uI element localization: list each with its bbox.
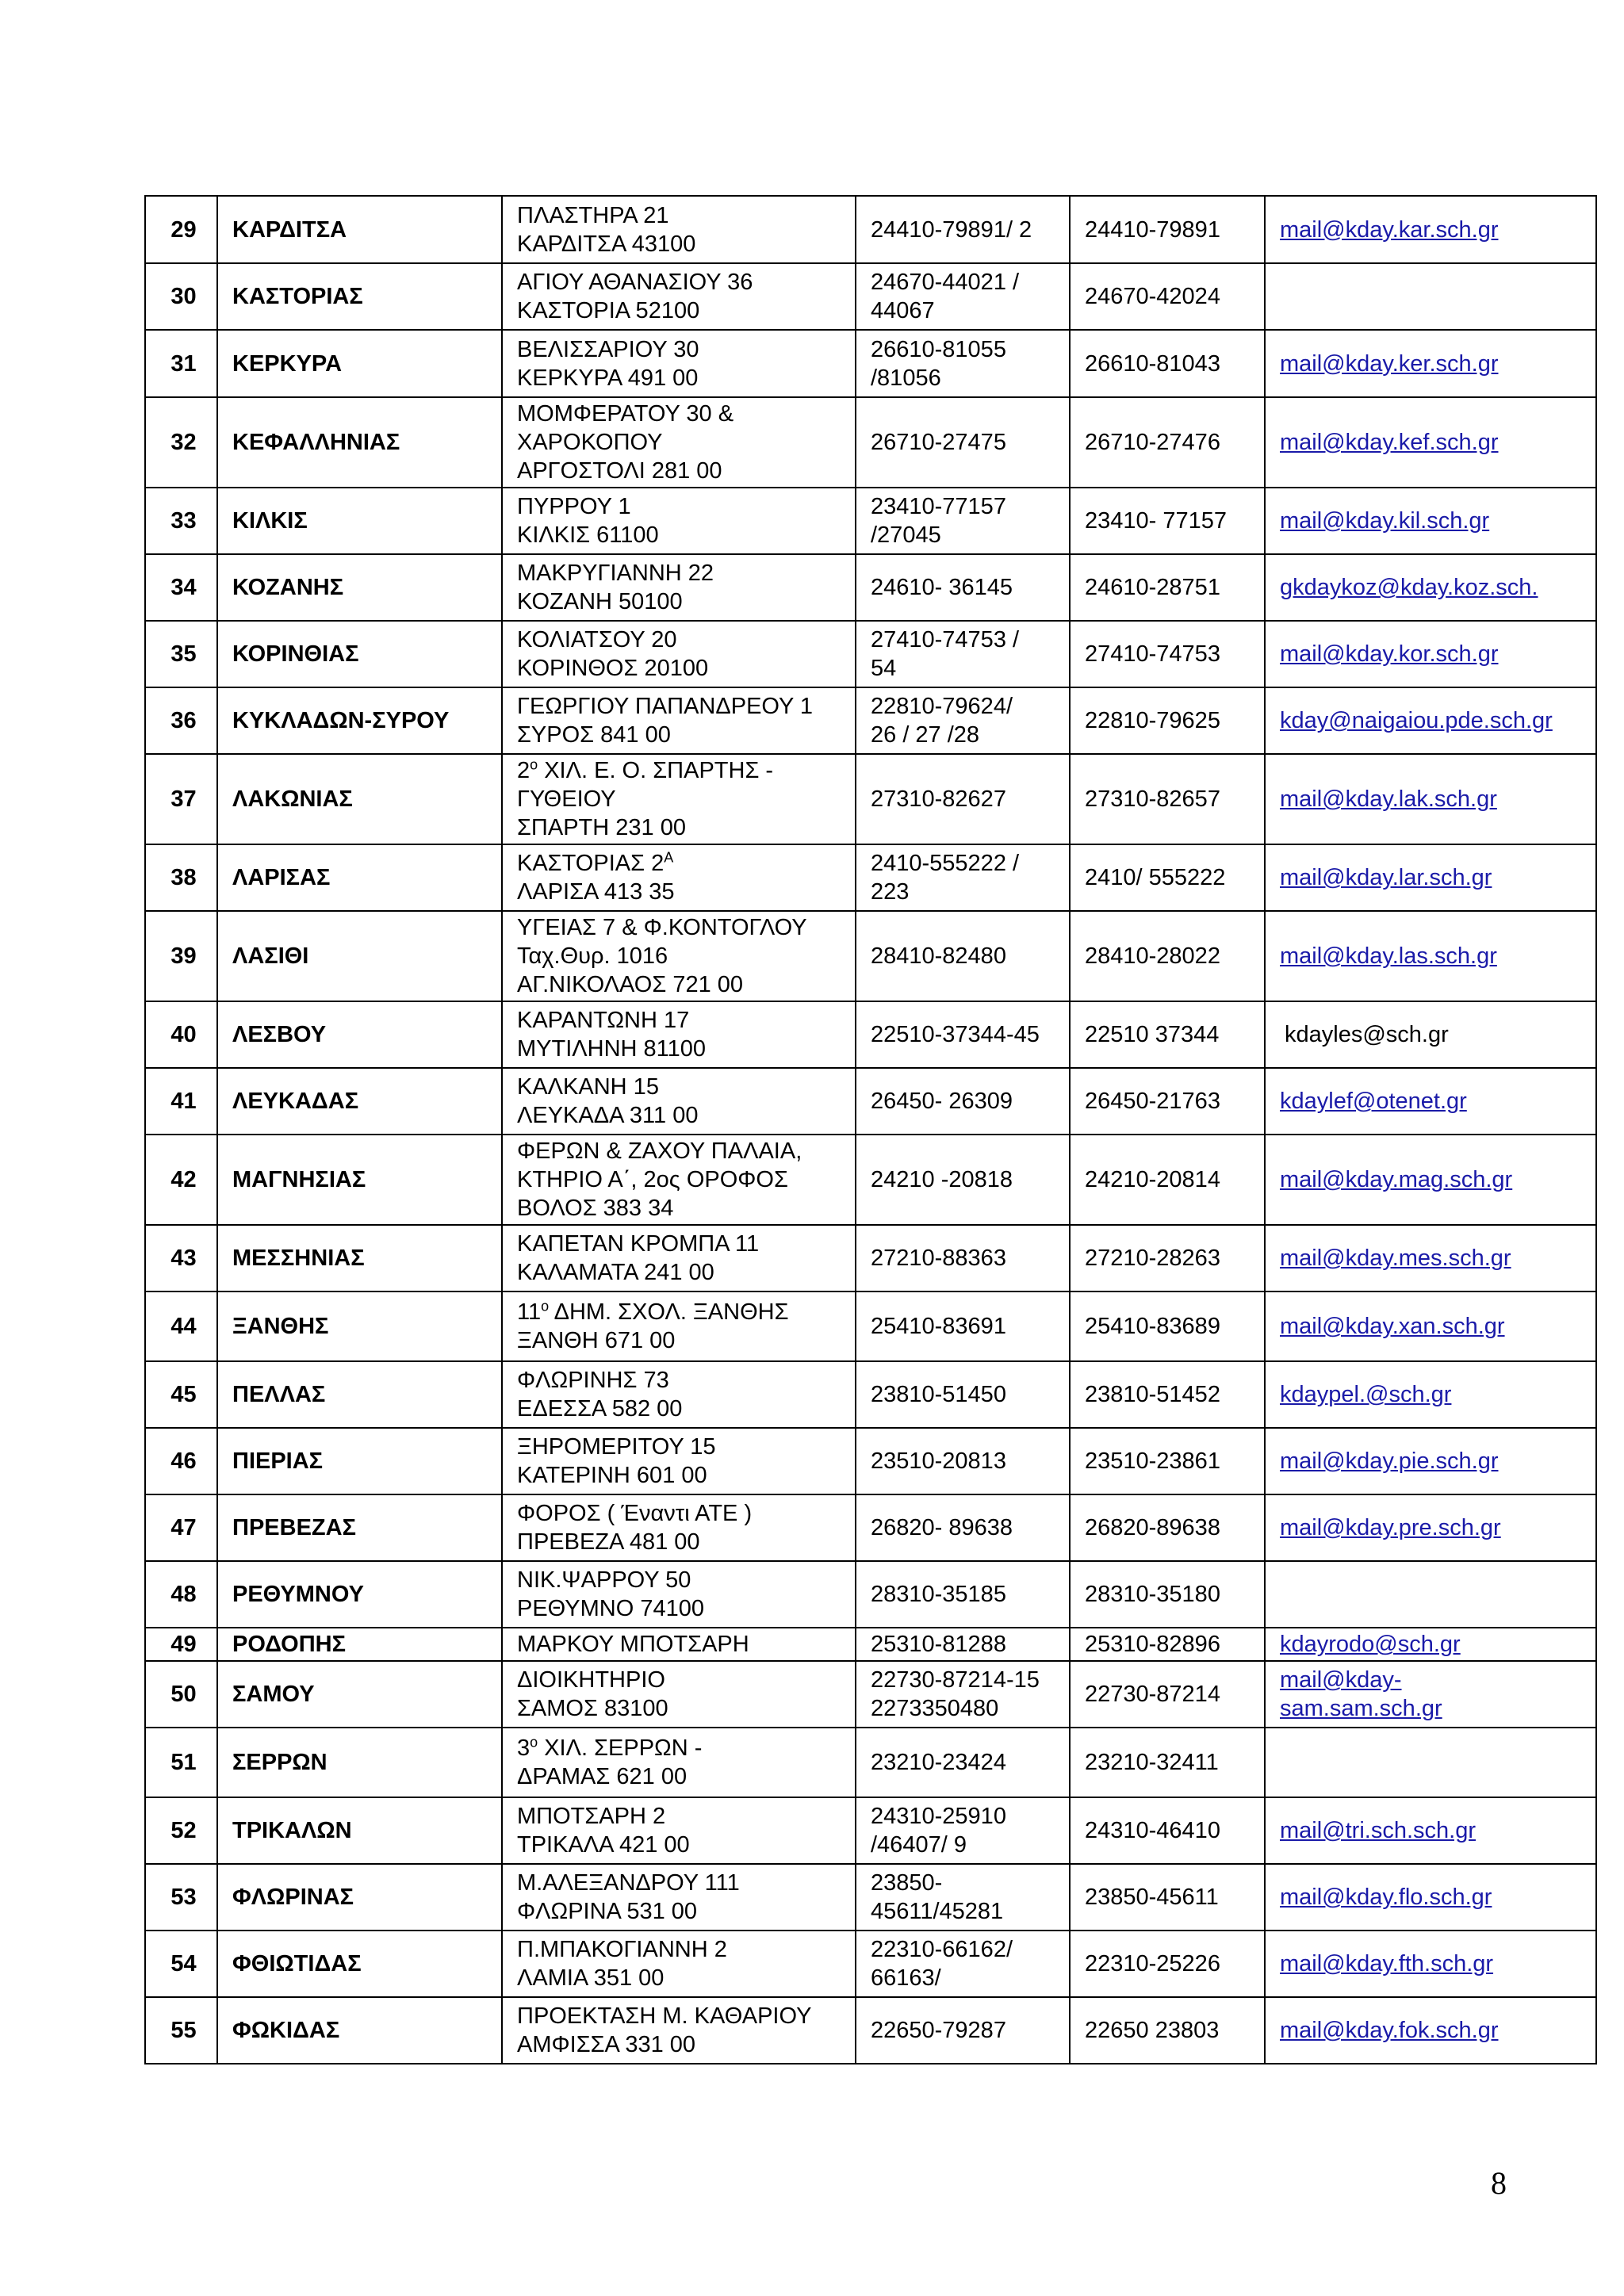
phone-cell: 22810-79624/ 26 / 27 /28 bbox=[856, 687, 1070, 754]
phone-cell: 22310-66162/ 66163/ bbox=[856, 1931, 1070, 1997]
row-number-cell: 42 bbox=[145, 1135, 217, 1225]
address-superscript: ο bbox=[530, 756, 538, 773]
fax-cell: 23810-51452 bbox=[1070, 1361, 1265, 1428]
email-link[interactable]: mail@kday.kil.sch.gr bbox=[1280, 508, 1490, 534]
fax-cell: 25410-83689 bbox=[1070, 1292, 1265, 1361]
fax-cell: 23210-32411 bbox=[1070, 1728, 1265, 1797]
email-link[interactable]: mail@kday.pre.sch.gr bbox=[1280, 1515, 1501, 1540]
address-cell bbox=[502, 844, 856, 911]
row-number-cell: 52 bbox=[145, 1797, 217, 1864]
prefecture-cell: ΜΑΓΝΗΣΙΑΣ bbox=[217, 1135, 502, 1225]
phone-cell: 24410-79891/ 2 bbox=[856, 196, 1070, 263]
prefecture-cell: ΚΥΚΛΑΔΩΝ-ΣΥΡΟΥ bbox=[217, 687, 502, 754]
row-number-cell: 46 bbox=[145, 1428, 217, 1494]
phone-cell: 23210-23424 bbox=[856, 1728, 1070, 1797]
prefecture-cell: ΜΕΣΣΗΝΙΑΣ bbox=[217, 1225, 502, 1292]
phone-cell: 28410-82480 bbox=[856, 911, 1070, 1001]
fax-cell: 26710-27476 bbox=[1070, 397, 1265, 488]
prefecture-cell: ΡΟΔΟΠΗΣ bbox=[217, 1628, 502, 1661]
prefecture-cell: ΛΕΥΚΑΔΑΣ bbox=[217, 1068, 502, 1135]
row-number-cell: 39 bbox=[145, 911, 217, 1001]
address-cell: ΚΟΛΙΑΤΣΟΥ 20 ΚΟΡΙΝΘΟΣ 20100 bbox=[502, 621, 856, 687]
fax-cell: 26450-21763 bbox=[1070, 1068, 1265, 1135]
table-row bbox=[145, 911, 1596, 1001]
phone-cell: 24310-25910 /46407/ 9 bbox=[856, 1797, 1070, 1864]
table-row bbox=[145, 1797, 1596, 1864]
address-text: ΧΙΛ. Ε. Ο. ΣΠΑΡΤΗΣ - ΓΥΘΕΙΟΥ ΣΠΑΡΤΗ 231 00 bbox=[517, 758, 774, 840]
address-text: 11 bbox=[517, 1299, 542, 1325]
email-link[interactable]: mail@kday.pie.sch.gr bbox=[1280, 1448, 1499, 1474]
prefecture-cell: ΣΕΡΡΩΝ bbox=[217, 1728, 502, 1797]
table-row bbox=[145, 263, 1596, 330]
address-cell: ΥΓΕΙΑΣ 7 & Φ.ΚΟΝΤΟΓΛΟΥ Ταχ.Θυρ. 1016 ΑΓ.ΝΙΚΟΛΑΟΣ 721 00 bbox=[502, 911, 856, 1001]
row-number-cell: 55 bbox=[145, 1997, 217, 2064]
address-cell bbox=[502, 1728, 856, 1797]
phone-cell: 2410-555222 / 223 bbox=[856, 844, 1070, 911]
email-cell bbox=[1265, 1068, 1596, 1135]
fax-cell: 28310-35180 bbox=[1070, 1561, 1265, 1628]
table-row bbox=[145, 1997, 1596, 2064]
row-number-cell: 33 bbox=[145, 488, 217, 554]
address-cell: ΚΑΛΚΑΝΗ 15 ΛΕΥΚΑΔΑ 311 00 bbox=[502, 1068, 856, 1135]
phone-cell: 28310-35185 bbox=[856, 1561, 1070, 1628]
phone-cell: 27210-88363 bbox=[856, 1225, 1070, 1292]
table-row bbox=[145, 1931, 1596, 1997]
email-link[interactable]: kdaypel.@sch.gr bbox=[1280, 1382, 1452, 1407]
phone-cell: 23810-51450 bbox=[856, 1361, 1070, 1428]
phone-cell: 22510-37344-45 bbox=[856, 1001, 1070, 1068]
row-number-cell: 50 bbox=[145, 1661, 217, 1728]
address-cell: Π.ΜΠΑΚΟΓΙΑΝΝΗ 2 ΛΑΜΙΑ 351 00 bbox=[502, 1931, 856, 1997]
fax-cell: 23510-23861 bbox=[1070, 1428, 1265, 1494]
email-link[interactable]: mail@kday.ker.sch.gr bbox=[1280, 350, 1499, 377]
fax-cell: 22650 23803 bbox=[1070, 1997, 1265, 2064]
prefecture-cell: ΡΕΘΥΜΝΟΥ bbox=[217, 1561, 502, 1628]
email-cell bbox=[1265, 1494, 1596, 1561]
table-row bbox=[145, 196, 1596, 263]
address-cell: Μ.ΑΛΕΞΑΝΔΡΟΥ 111 ΦΛΩΡΙΝΑ 531 00 bbox=[502, 1864, 856, 1931]
phone-cell: 24610- 36145 bbox=[856, 554, 1070, 621]
row-number-cell: 30 bbox=[145, 263, 217, 330]
address-cell: ΠΡΟΕΚΤΑΣΗ Μ. ΚΑΘΑΡΙΟΥ ΑΜΦΙΣΣΑ 331 00 bbox=[502, 1997, 856, 2064]
address-text: ΔΗΜ. ΣΧΟΛ. ΞΑΝΘΗΣ ΞΑΝΘΗ 671 00 bbox=[517, 1299, 789, 1353]
row-number-cell: 40 bbox=[145, 1001, 217, 1068]
fax-cell: 22310-25226 bbox=[1070, 1931, 1265, 1997]
address-cell: ΓΕΩΡΓΙΟΥ ΠΑΠΑΝΔΡΕΟΥ 1 ΣΥΡΟΣ 841 00 bbox=[502, 687, 856, 754]
fax-cell: 2410/ 555222 bbox=[1070, 844, 1265, 911]
email-cell bbox=[1265, 1864, 1596, 1931]
address-cell bbox=[502, 754, 856, 844]
row-number-cell: 45 bbox=[145, 1361, 217, 1428]
phone-cell: 26710-27475 bbox=[856, 397, 1070, 488]
offices-table bbox=[144, 195, 1597, 2064]
address-cell: ΜΠΟΤΣΑΡΗ 2 ΤΡΙΚΑΛΑ 421 00 bbox=[502, 1797, 856, 1864]
email-cell bbox=[1265, 1561, 1596, 1628]
email-cell bbox=[1265, 1292, 1596, 1361]
table-row bbox=[145, 1864, 1596, 1931]
prefecture-cell: ΠΕΛΛΑΣ bbox=[217, 1361, 502, 1428]
phone-cell: 25310-81288 bbox=[856, 1628, 1070, 1661]
phone-cell: 26450- 26309 bbox=[856, 1068, 1070, 1135]
prefecture-cell: ΚΕΦΑΛΛΗΝΙΑΣ bbox=[217, 397, 502, 488]
fax-cell: 24610-28751 bbox=[1070, 554, 1265, 621]
email-cell bbox=[1265, 687, 1596, 754]
prefecture-cell: ΛΑΡΙΣΑΣ bbox=[217, 844, 502, 911]
table-row bbox=[145, 1428, 1596, 1494]
email-cell bbox=[1265, 488, 1596, 554]
email-link[interactable]: mail@kday.kef.sch.gr bbox=[1280, 430, 1499, 455]
address-cell: ΜΑΚΡΥΓΙΑΝΝΗ 22 ΚΟΖΑΝΗ 50100 bbox=[502, 554, 856, 621]
prefecture-cell: ΚΙΛΚΙΣ bbox=[217, 488, 502, 554]
prefecture-cell: ΚΑΡΔΙΤΣΑ bbox=[217, 196, 502, 263]
row-number-cell: 53 bbox=[145, 1864, 217, 1931]
phone-cell: 23510-20813 bbox=[856, 1428, 1070, 1494]
address-cell: ΞΗΡΟΜΕΡΙΤΟΥ 15 ΚΑΤΕΡΙΝΗ 601 00 bbox=[502, 1428, 856, 1494]
email-cell bbox=[1265, 263, 1596, 330]
address-cell: ΚΑΠΕΤΑΝ ΚΡΟΜΠΑ 11 ΚΑΛΑΜΑΤΑ 241 00 bbox=[502, 1225, 856, 1292]
fax-cell: 24310-46410 bbox=[1070, 1797, 1265, 1864]
email-cell bbox=[1265, 1931, 1596, 1997]
phone-cell: 26610-81055 /81056 bbox=[856, 330, 1070, 397]
phone-cell: 24210 -20818 bbox=[856, 1135, 1070, 1225]
email-cell bbox=[1265, 1001, 1596, 1068]
email-link[interactable]: mail@kday.xan.sch.gr bbox=[1280, 1314, 1505, 1339]
email-cell bbox=[1265, 1225, 1596, 1292]
address-cell: ΠΛΑΣΤΗΡΑ 21 ΚΑΡΔΙΤΣΑ 43100 bbox=[502, 196, 856, 263]
email-cell bbox=[1265, 1361, 1596, 1428]
prefecture-cell: ΤΡΙΚΑΛΩΝ bbox=[217, 1797, 502, 1864]
address-cell: ΦΕΡΩΝ & ΖΑΧΟΥ ΠΑΛΑΙΑ, ΚΤΗΡΙΟ Α΄, 2ος ΟΡΟΦΟΣ ΒΟΛΟΣ 383 34 bbox=[502, 1135, 856, 1225]
email-link[interactable]: mail@kday.fth.sch.gr bbox=[1280, 1951, 1494, 1976]
email-cell bbox=[1265, 1628, 1596, 1661]
email-cell bbox=[1265, 621, 1596, 687]
row-number-cell: 51 bbox=[145, 1728, 217, 1797]
address-cell: ΝΙΚ.ΨΑΡΡΟΥ 50 ΡΕΘΥΜΝΟ 74100 bbox=[502, 1561, 856, 1628]
phone-cell: 24670-44021 / 44067 bbox=[856, 263, 1070, 330]
table-row bbox=[145, 554, 1596, 621]
prefecture-cell: ΛΑΣΙΘΙ bbox=[217, 911, 502, 1001]
row-number-cell: 54 bbox=[145, 1931, 217, 1997]
email-link[interactable]: mail@kday.kor.sch.gr bbox=[1280, 641, 1499, 667]
phone-cell: 23850- 45611/45281 bbox=[856, 1864, 1070, 1931]
fax-cell: 26820-89638 bbox=[1070, 1494, 1265, 1561]
phone-cell: 27310-82627 bbox=[856, 754, 1070, 844]
table-row bbox=[145, 1728, 1596, 1797]
table-row bbox=[145, 844, 1596, 911]
fax-cell: 22510 37344 bbox=[1070, 1001, 1265, 1068]
prefecture-cell: ΣΑΜΟΥ bbox=[217, 1661, 502, 1728]
address-superscript: ο bbox=[541, 1298, 550, 1314]
email-link[interactable]: mail@kday.kar.sch.gr bbox=[1280, 216, 1499, 243]
table-row bbox=[145, 1361, 1596, 1428]
phone-cell: 26820- 89638 bbox=[856, 1494, 1070, 1561]
email-text: kdayles@sch.gr bbox=[1285, 1022, 1449, 1047]
email-link[interactable]: mail@kday.lak.sch.gr bbox=[1280, 786, 1497, 812]
row-number-cell: 49 bbox=[145, 1628, 217, 1661]
row-number-cell: 41 bbox=[145, 1068, 217, 1135]
email-link[interactable]: mail@kday.lar.sch.gr bbox=[1280, 865, 1492, 890]
phone-cell: 22730-87214-15 2273350480 bbox=[856, 1661, 1070, 1728]
fax-cell: 27310-82657 bbox=[1070, 754, 1265, 844]
fax-cell: 24210-20814 bbox=[1070, 1135, 1265, 1225]
email-link[interactable]: kdayrodo@sch.gr bbox=[1280, 1632, 1461, 1657]
email-cell bbox=[1265, 911, 1596, 1001]
address-cell: ΑΓΙΟΥ ΑΘΑΝΑΣΙΟΥ 36 ΚΑΣΤΟΡΙΑ 52100 bbox=[502, 263, 856, 330]
prefecture-cell: ΦΩΚΙΔΑΣ bbox=[217, 1997, 502, 2064]
table-row bbox=[145, 1135, 1596, 1225]
row-number-cell: 37 bbox=[145, 754, 217, 844]
email-cell bbox=[1265, 1428, 1596, 1494]
address-cell: ΜΟΜΦΕΡΑΤΟΥ 30 & ΧΑΡΟΚΟΠΟΥ ΑΡΓΟΣΤΟΛΙ 281 00 bbox=[502, 397, 856, 488]
email-cell bbox=[1265, 1135, 1596, 1225]
email-cell bbox=[1265, 196, 1596, 263]
email-cell bbox=[1265, 1997, 1596, 2064]
fax-cell: 28410-28022 bbox=[1070, 911, 1265, 1001]
email-cell bbox=[1265, 554, 1596, 621]
fax-cell: 24670-42024 bbox=[1070, 263, 1265, 330]
offices-table-body bbox=[145, 196, 1596, 2064]
address-text: ΚΑΣΤΟΡΙΑΣ 2 bbox=[517, 851, 665, 876]
row-number-cell: 32 bbox=[145, 397, 217, 488]
email-cell bbox=[1265, 397, 1596, 488]
table-row bbox=[145, 1561, 1596, 1628]
prefecture-cell: ΛΕΣΒΟΥ bbox=[217, 1001, 502, 1068]
table-row bbox=[145, 1001, 1596, 1068]
email-link[interactable]: mail@kday.mag.sch.gr bbox=[1280, 1167, 1513, 1192]
address-cell: ΔΙΟΙΚΗΤΗΡΙΟ ΣΑΜΟΣ 83100 bbox=[502, 1661, 856, 1728]
row-number-cell: 38 bbox=[145, 844, 217, 911]
fax-cell: 22810-79625 bbox=[1070, 687, 1265, 754]
fax-cell: 22730-87214 bbox=[1070, 1661, 1265, 1728]
prefecture-cell: ΛΑΚΩΝΙΑΣ bbox=[217, 754, 502, 844]
email-cell bbox=[1265, 1661, 1596, 1728]
prefecture-cell: ΚΟΡΙΝΘΙΑΣ bbox=[217, 621, 502, 687]
row-number-cell: 48 bbox=[145, 1561, 217, 1628]
address-cell bbox=[502, 1292, 856, 1361]
prefecture-cell: ΞΑΝΘΗΣ bbox=[217, 1292, 502, 1361]
row-number-cell: 29 bbox=[145, 196, 217, 263]
page-number: 8 bbox=[1491, 2165, 1507, 2201]
address-superscript: ο bbox=[530, 1734, 538, 1751]
prefecture-cell: ΚΕΡΚΥΡΑ bbox=[217, 330, 502, 397]
prefecture-cell: ΦΛΩΡΙΝΑΣ bbox=[217, 1864, 502, 1931]
address-cell: ΜΑΡΚΟΥ ΜΠΟΤΣΑΡΗ bbox=[502, 1628, 856, 1661]
phone-cell: 23410-77157 /27045 bbox=[856, 488, 1070, 554]
email-cell bbox=[1265, 844, 1596, 911]
email-link[interactable]: mail@tri.sch.sch.gr bbox=[1280, 1818, 1476, 1843]
table-row bbox=[145, 1292, 1596, 1361]
email-cell bbox=[1265, 754, 1596, 844]
table-row bbox=[145, 1661, 1596, 1728]
address-cell: ΚΑΡΑΝΤΩΝΗ 17 ΜΥΤΙΛΗΝΗ 81100 bbox=[502, 1001, 856, 1068]
table-row bbox=[145, 330, 1596, 397]
row-number-cell: 34 bbox=[145, 554, 217, 621]
fax-cell: 27210-28263 bbox=[1070, 1225, 1265, 1292]
address-text: ΧΙΛ. ΣΕΡΡΩΝ - ΔΡΑΜΑΣ 621 00 bbox=[517, 1735, 703, 1789]
email-link[interactable]: mail@kday.fok.sch.gr bbox=[1280, 2018, 1499, 2043]
email-link[interactable]: mail@kday.flo.sch.gr bbox=[1280, 1885, 1492, 1910]
phone-cell: 27410-74753 / 54 bbox=[856, 621, 1070, 687]
table-row bbox=[145, 1068, 1596, 1135]
address-superscript: Α bbox=[664, 849, 674, 866]
email-link[interactable]: kday@naigaiou.pde.sch.gr bbox=[1280, 708, 1553, 733]
table-row bbox=[145, 754, 1596, 844]
address-cell: ΦΟΡΟΣ ( Έναντι ΑΤΕ ) ΠΡΕΒΕΖΑ 481 00 bbox=[502, 1494, 856, 1561]
row-number-cell: 47 bbox=[145, 1494, 217, 1561]
address-text: ΛΑΡΙΣΑ 413 35 bbox=[517, 879, 675, 905]
prefecture-cell: ΚΑΣΤΟΡΙΑΣ bbox=[217, 263, 502, 330]
table-row bbox=[145, 397, 1596, 488]
table-row bbox=[145, 1494, 1596, 1561]
row-number-cell: 36 bbox=[145, 687, 217, 754]
address-cell: ΒΕΛΙΣΣΑΡΙΟΥ 30 ΚΕΡΚΥΡΑ 491 00 bbox=[502, 330, 856, 397]
prefecture-cell: ΠΡΕΒΕΖΑΣ bbox=[217, 1494, 502, 1561]
address-text: 3 bbox=[517, 1735, 530, 1761]
email-cell bbox=[1265, 1728, 1596, 1797]
fax-cell: 23410- 77157 bbox=[1070, 488, 1265, 554]
fax-cell: 26610-81043 bbox=[1070, 330, 1265, 397]
fax-cell: 24410-79891 bbox=[1070, 196, 1265, 263]
table-row bbox=[145, 687, 1596, 754]
prefecture-cell: ΦΘΙΩΤΙΔΑΣ bbox=[217, 1931, 502, 1997]
fax-cell: 23850-45611 bbox=[1070, 1864, 1265, 1931]
table-row bbox=[145, 488, 1596, 554]
address-cell: ΦΛΩΡΙΝΗΣ 73 ΕΔΕΣΣΑ 582 00 bbox=[502, 1361, 856, 1428]
email-cell bbox=[1265, 330, 1596, 397]
address-text: 2 bbox=[517, 758, 530, 783]
email-link[interactable]: mail@kday- sam.sam.sch.gr bbox=[1280, 1667, 1442, 1721]
email-link[interactable]: gkdaykoz@kday.koz.sch. bbox=[1280, 575, 1538, 600]
email-link[interactable]: mail@kday.mes.sch.gr bbox=[1280, 1246, 1511, 1271]
email-cell bbox=[1265, 1797, 1596, 1864]
email-link[interactable]: kdaylef@otenet.gr bbox=[1280, 1089, 1467, 1114]
row-number-cell: 35 bbox=[145, 621, 217, 687]
row-number-cell: 31 bbox=[145, 330, 217, 397]
fax-cell: 27410-74753 bbox=[1070, 621, 1265, 687]
phone-cell: 22650-79287 bbox=[856, 1997, 1070, 2064]
phone-cell: 25410-83691 bbox=[856, 1292, 1070, 1361]
address-cell: ΠΥΡΡΟΥ 1 ΚΙΛΚΙΣ 61100 bbox=[502, 488, 856, 554]
email-link[interactable]: mail@kday.las.sch.gr bbox=[1280, 943, 1497, 969]
row-number-cell: 43 bbox=[145, 1225, 217, 1292]
prefecture-cell: ΠΙΕΡΙΑΣ bbox=[217, 1428, 502, 1494]
fax-cell: 25310-82896 bbox=[1070, 1628, 1265, 1661]
table-row bbox=[145, 621, 1596, 687]
prefecture-cell: ΚΟΖΑΝΗΣ bbox=[217, 554, 502, 621]
table-row bbox=[145, 1225, 1596, 1292]
table-row bbox=[145, 1628, 1596, 1661]
row-number-cell: 44 bbox=[145, 1292, 217, 1361]
